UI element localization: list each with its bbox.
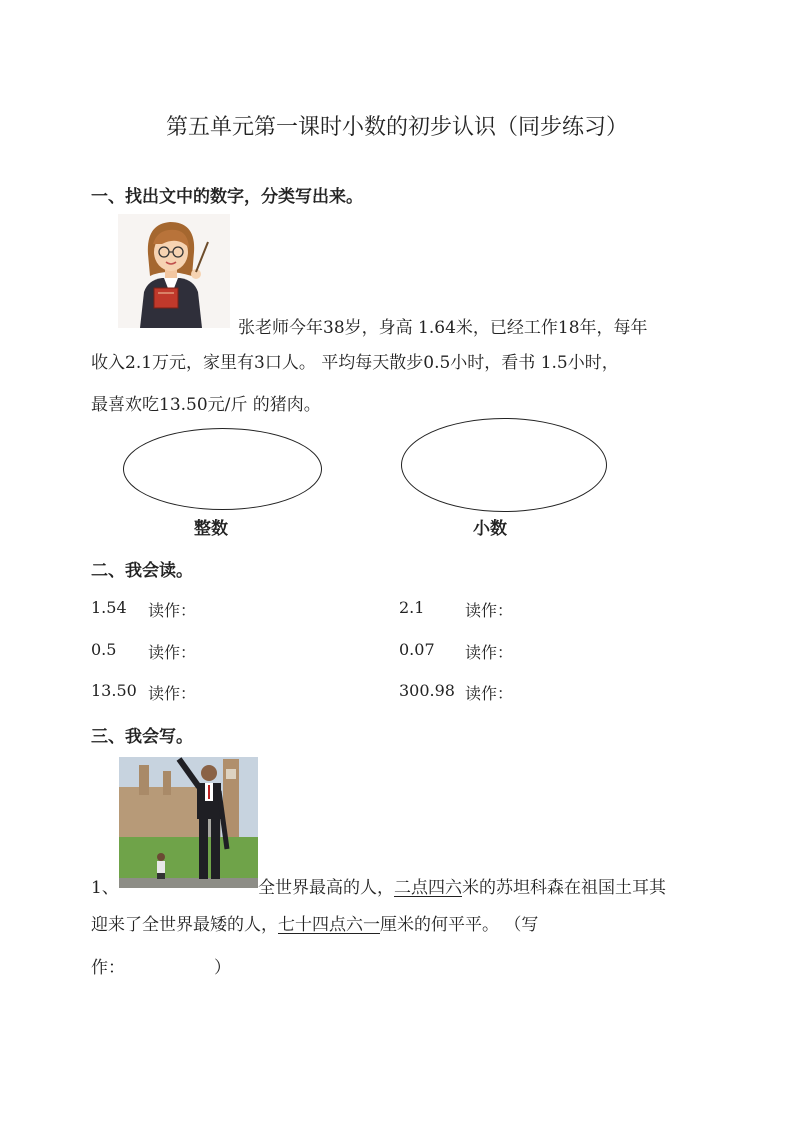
- teacher-illustration: [118, 214, 230, 328]
- q1-underlined-number-1: 二点四六: [394, 878, 462, 898]
- integer-oval-label: 整数: [194, 519, 228, 539]
- decimal-oval-label: 小数: [473, 519, 507, 539]
- read-number-2: 2.1: [399, 598, 425, 617]
- read-number-4: 0.07: [399, 640, 435, 659]
- read-label-3: 读作：: [148, 643, 197, 662]
- q1-line1: 全世界最高的人，二点四六米的苏坦科森在祖国土耳其: [258, 878, 666, 898]
- section1-text-line2: 收入2.1万元，家里有3口人。 平均每天散步0.5小时，看书 1.5小时，: [91, 353, 619, 373]
- read-label-6: 读作：: [465, 684, 514, 703]
- q1-answer-blank[interactable]: [130, 953, 210, 973]
- read-label-4: 读作：: [465, 643, 514, 662]
- section3-heading: 三、我会写。: [91, 727, 193, 747]
- q1-write-label: 作：: [91, 958, 125, 978]
- q1-underlined-number-2: 七十四点六一: [278, 915, 380, 935]
- section1-text-line3: 最喜欢吃13.50元/斤 的猪肉。: [91, 395, 321, 415]
- q1-close-paren: ）: [214, 958, 231, 978]
- integer-oval[interactable]: [123, 428, 322, 510]
- section1-heading: 一、找出文中的数字，分类写出来。: [91, 187, 363, 207]
- section1-text-line1: 张老师今年38岁，身高 1.64米，已经工作18年，每年: [238, 318, 648, 338]
- q1-line2: 迎来了全世界最矮的人，七十四点六一厘米的何平平。 （写: [91, 915, 539, 935]
- read-label-1: 读作：: [148, 601, 197, 620]
- q1-number: 1、: [91, 878, 119, 898]
- read-label-2: 读作：: [465, 601, 514, 620]
- read-label-5: 读作：: [148, 684, 197, 703]
- read-number-6: 300.98: [399, 681, 455, 700]
- read-number-5: 13.50: [91, 681, 137, 700]
- read-number-1: 1.54: [91, 598, 127, 617]
- page-title: 第五单元第一课时小数的初步认识（同步练习）: [165, 115, 628, 140]
- tallest-shortest-men-photo: [119, 757, 258, 888]
- read-number-3: 0.5: [91, 640, 117, 659]
- decimal-oval[interactable]: [401, 418, 607, 512]
- section2-heading: 二、我会读。: [91, 561, 193, 581]
